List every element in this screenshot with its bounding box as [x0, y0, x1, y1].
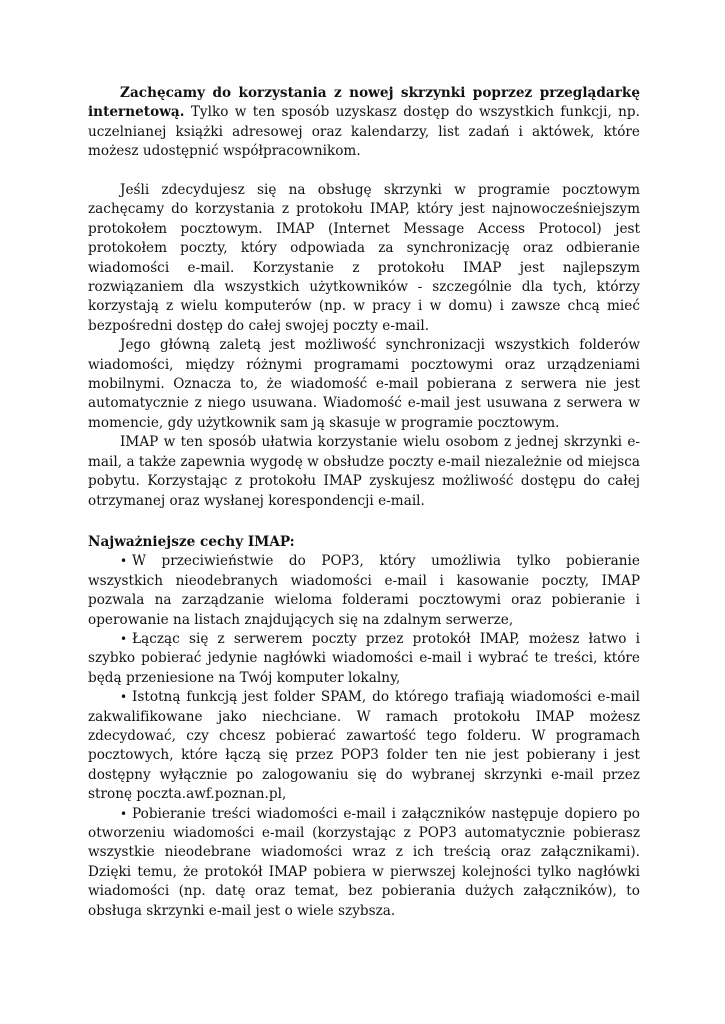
intro-bold-text: Zachęcamy do korzystania z nowej skrzynki poprzez przeglądarkę internetową. — [88, 85, 640, 121]
feature-text: W przeciwieństwie do POP3, który umożliwia tylko pobieranie wszystkich nieodebranych wiadomości e-mail i kasowanie poczty, IMAP pozwala na zarządzanie wieloma folderami pocztowymi oraz pobieranie i operowanie na listach znajdujących się na zdalnym serwerze, — [88, 553, 640, 628]
feature-list-item — [88, 630, 640, 688]
document-page — [88, 84, 640, 921]
bullet-icon: • — [120, 690, 128, 705]
feature-text: Pobieranie treści wiadomości e-mail i załączników następuje dopiero po otworzeniu wiadomości e-mail (korzystając z POP3 automatycznie pobierasz wszystkie nieodebrane wiadomości wraz z ich treścią oraz załącznikami). Dzięki temu, że protokół IMAP pobiera w pierwszej kolejności tylko nagłówki wiadomości (np. datę oraz temat, bez pobierania dużych załączników), to obsługa skrzynki e-mail jest o wiele szybsza. — [88, 805, 640, 919]
bullet-icon: • — [120, 554, 128, 569]
intro-paragraph — [88, 84, 640, 162]
bullet-icon: • — [120, 631, 128, 646]
feature-list-item — [88, 805, 640, 921]
features-heading: Najważniejsze cechy IMAP: — [88, 533, 295, 550]
intro-rest-text: Tylko w ten sposób uzyskasz dostęp do wszystkich funkcji, np. uczelnianej książki adresowej oraz kalendarzy, list zadań i aktówek, które możesz udostępnić współpracownikom. — [88, 104, 640, 160]
bullet-icon: • — [120, 806, 128, 821]
feature-list-item — [88, 688, 640, 804]
paragraph-imap-advantage: Jego główną zaletą jest możliwość synchronizacji wszystkich folderów wiadomości, między różnymi programami pocztowymi oraz urządzeniami mobilnymi. Oznacza to, że wiadomość e-mail pobierana z serwera nie jest automatycznie z niego usuwana. Wiadomość e-mail jest usuwana z serwera w momencie, gdy użytkownik sam ją skasuje w programie pocztowym. — [88, 337, 640, 431]
feature-text: Istotną funkcją jest folder SPAM, do którego trafiają wiadomości e-mail zakwalifikowane jako niechciane. W ramach protokołu IMAP możesz zdecydować, czy chcesz pobierać zawartość tego folderu. W programach pocztowych, które łączą się przez POP3 folder ten nie jest pobierany i jest dostępny wyłącznie po zalogowaniu się do wybranej skrzynki e-mail przez stronę poczta.awf.poznan.pl, — [88, 689, 640, 803]
paragraph-imap-convenience: IMAP w ten sposób ułatwia korzystanie wielu osobom z jednej skrzynki e-mail, a także zapewnia wygodę w obsłudze poczty e-mail niezależnie od miejsca pobytu. Korzystając z protokołu IMAP zyskujesz możliwość dostępu do całej otrzymanej oraz wysłanej korespondencji e-mail. — [88, 434, 640, 509]
feature-text: Łącząc się z serwerem poczty przez protokół IMAP, możesz łatwo i szybko pobierać jedynie nagłówki wiadomości e-mail i wybrać te treści, które będą przeniesione na Twój komputer lokalny, — [88, 630, 640, 686]
paragraph-imap-intro: Jeśli zdecydujesz się na obsługę skrzynki w programie pocztowym zachęcamy do korzystania z protokołu IMAP, który jest najnowocześniejszym protokołem pocztowym. IMAP (Internet Message Access Protocol) jest protokołem poczty, który odpowiada za synchronizację oraz odbieranie wiadomości e-mail. Korzystanie z protokołu IMAP jest najlepszym rozwiązaniem dla wszystkich użytkowników - szczególnie dla tych, którzy korzystają z wielu komputerów (np. w pracy i w domu) i zawsze chcą mieć bezpośredni dostęp do całej swojej poczty e-mail. — [88, 182, 640, 334]
feature-list-item — [88, 552, 640, 630]
